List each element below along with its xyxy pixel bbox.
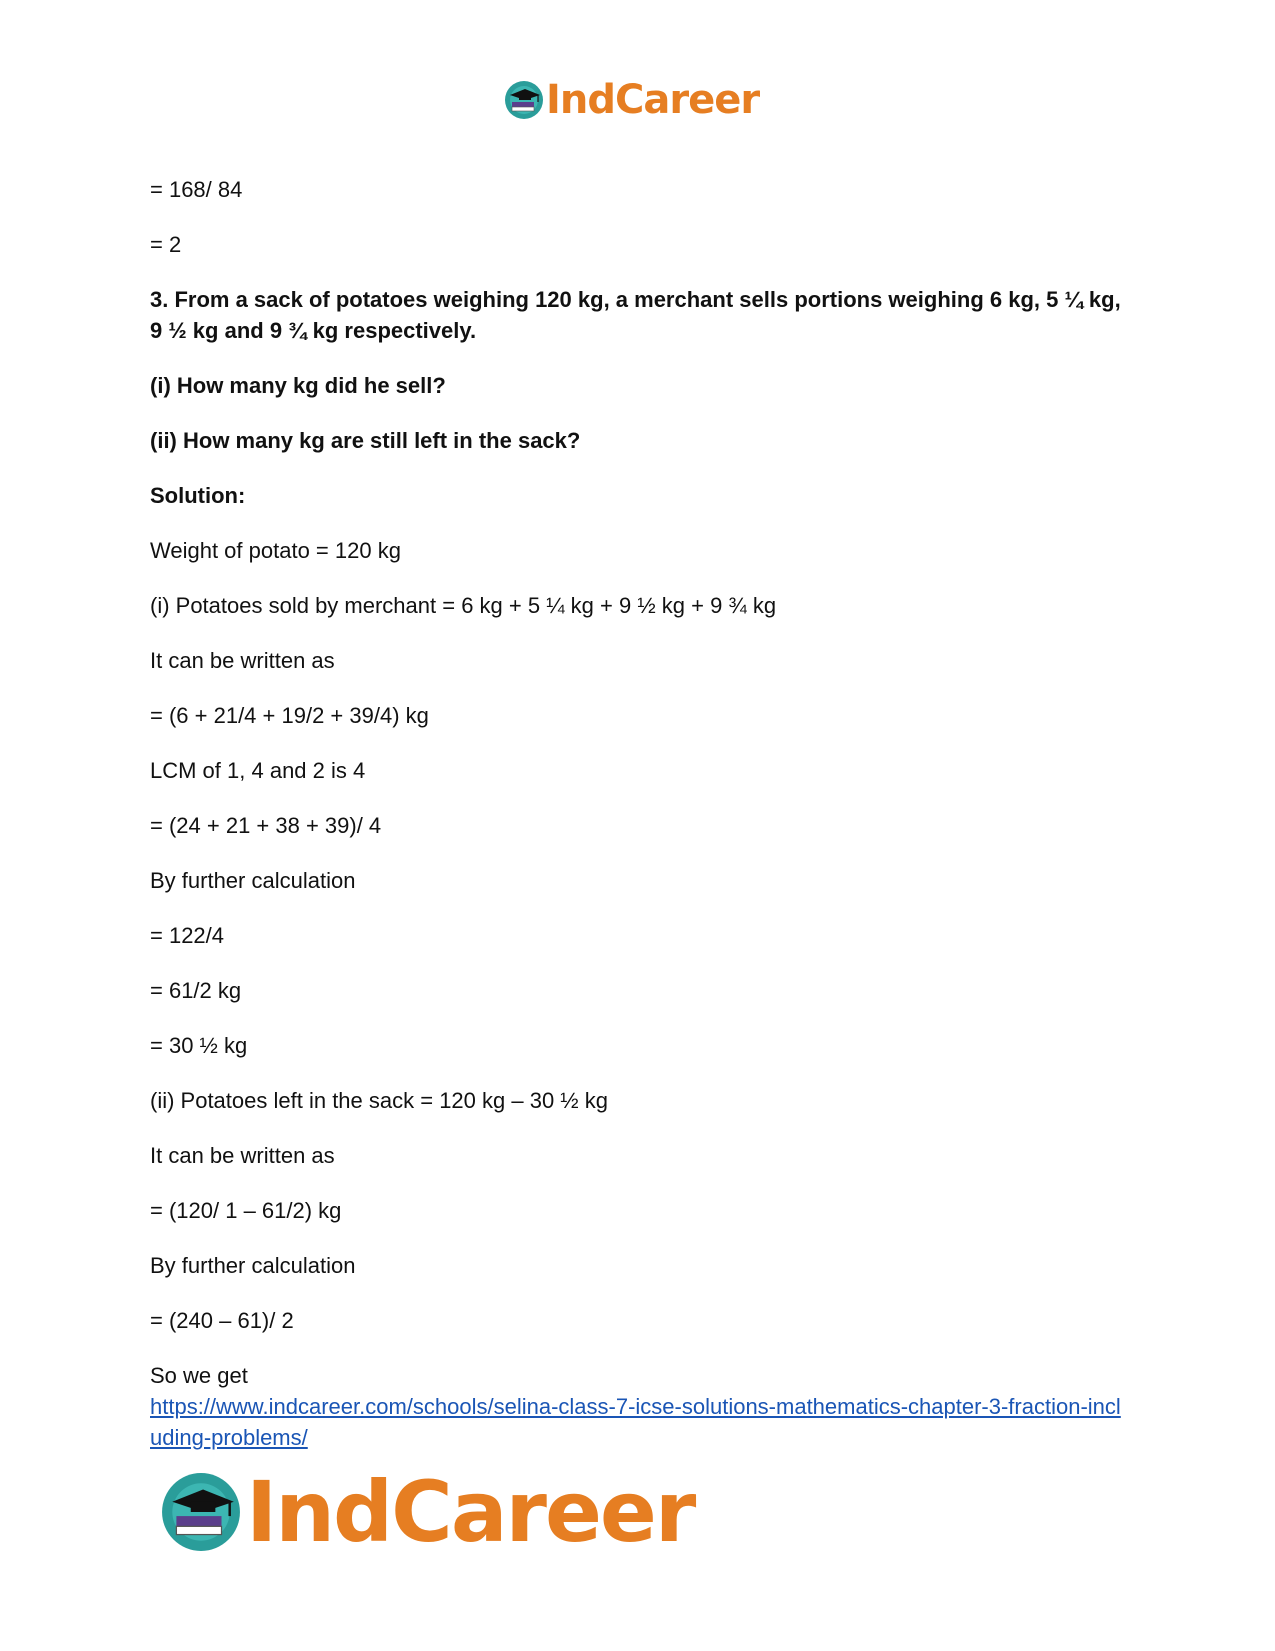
source-link[interactable]: https://www.indcareer.com/schools/selina-class-7-icse-solutions-mathematics-chapter-3-fraction-including-problems/ bbox=[150, 1394, 1121, 1450]
header-logo bbox=[504, 77, 760, 123]
solution-line: It can be written as bbox=[150, 1143, 335, 1168]
solution-line: Weight of potato = 120 kg bbox=[150, 538, 401, 563]
solution-line: = (6 + 21/4 + 19/2 + 39/4) kg bbox=[150, 703, 429, 728]
question-text: 3. From a sack of potatoes weighing 120 kg, a merchant sells portions weighing 6 kg, 5 ¼ kg, 9 ½ kg and 9 ¾ kg respectively. bbox=[150, 287, 1121, 343]
solution-line: = 30 ½ kg bbox=[150, 1033, 248, 1058]
solution-line: = 2 bbox=[150, 232, 182, 257]
solution-line: = 61/2 kg bbox=[150, 978, 242, 1003]
logo-text: IndCareer bbox=[246, 1463, 695, 1561]
footer-logo bbox=[160, 1463, 695, 1561]
logo-text: IndCareer bbox=[546, 77, 760, 123]
solution-line: = 122/4 bbox=[150, 923, 225, 948]
solution-line: (ii) Potatoes left in the sack = 120 kg – 30 ½ kg bbox=[150, 1088, 608, 1113]
solution-line: = (24 + 21 + 38 + 39)/ 4 bbox=[150, 813, 382, 838]
question-text: (ii) How many kg are still left in the sack? bbox=[150, 428, 581, 453]
solution-line: By further calculation bbox=[150, 1253, 356, 1278]
solution-line: = 168/ 84 bbox=[150, 177, 243, 202]
graduation-book-icon bbox=[504, 80, 544, 120]
solution-line: So we get bbox=[150, 1363, 248, 1388]
solution-line: LCM of 1, 4 and 2 is 4 bbox=[150, 758, 366, 783]
solution-line: = (120/ 1 – 61/2) kg bbox=[150, 1198, 342, 1223]
solution-line: It can be written as bbox=[150, 648, 335, 673]
graduation-book-icon bbox=[160, 1471, 242, 1553]
question-text: (i) How many kg did he sell? bbox=[150, 373, 446, 398]
source-link-line bbox=[150, 1391, 1130, 1453]
solution-line: By further calculation bbox=[150, 868, 356, 893]
document-body bbox=[150, 174, 1130, 1477]
question-text: Solution: bbox=[150, 483, 246, 508]
solution-line: = (240 – 61)/ 2 bbox=[150, 1308, 294, 1333]
solution-line: (i) Potatoes sold by merchant = 6 kg + 5 ¼ kg + 9 ½ kg + 9 ¾ kg bbox=[150, 593, 777, 618]
